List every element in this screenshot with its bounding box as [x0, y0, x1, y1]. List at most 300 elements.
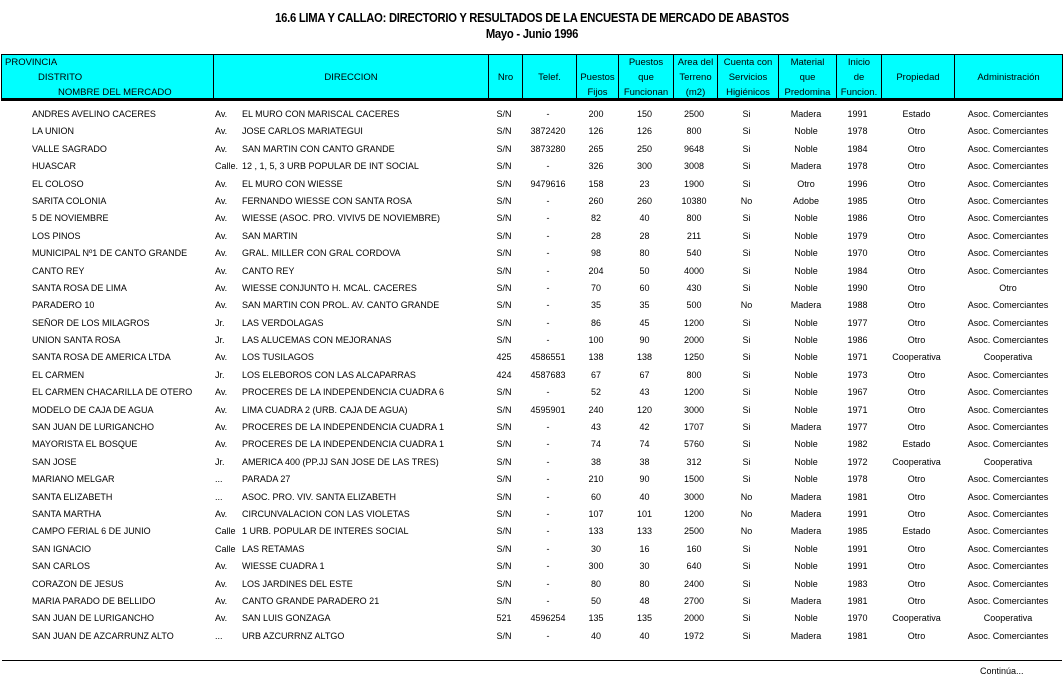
cell-market-name: EL CARMEN — [32, 369, 85, 380]
cell-land-area: 2000 — [683, 613, 705, 624]
cell-material: Noble — [794, 613, 818, 624]
cell-material: Noble — [794, 265, 818, 276]
cell-land-area: 312 — [686, 456, 702, 467]
cell-street-type: Av. — [215, 300, 228, 311]
cell-address: PROCERES DE LA INDEPENDENCIA CUADRA 6 — [242, 387, 445, 398]
cell-fixed-stalls: 158 — [588, 178, 604, 189]
cell-land-area: 1250 — [683, 352, 705, 363]
cell-start-year: 1985 — [847, 526, 868, 537]
cell-market-name: LOS PINOS — [32, 230, 81, 241]
cell-fixed-stalls: 35 — [590, 300, 601, 311]
cell-material: Madera — [790, 422, 822, 433]
cell-address: LIMA CUADRA 2 (URB. CAJA DE AGUA) — [242, 404, 408, 415]
cell-operating-stalls: 45 — [639, 317, 650, 328]
cell-administration: Asoc. Comerciantes — [967, 543, 1049, 554]
cell-phone: - — [546, 561, 550, 572]
table-row — [0, 158, 1064, 175]
header-funcionan-l2: que — [638, 72, 654, 83]
cell-hygiene-services: Si — [742, 456, 751, 467]
cell-ownership: Otro — [907, 561, 926, 572]
table-row — [0, 489, 1064, 506]
cell-phone: - — [546, 282, 550, 293]
cell-start-year: 1991 — [847, 561, 868, 572]
cell-street-type: Av. — [215, 404, 228, 415]
cell-ownership: Cooperativa — [892, 352, 941, 363]
table-row — [0, 297, 1064, 314]
cell-administration: Cooperativa — [983, 352, 1033, 363]
cell-fixed-stalls: 126 — [588, 126, 604, 137]
cell-fixed-stalls: 204 — [588, 265, 604, 276]
table-row — [0, 610, 1064, 627]
cell-administration: Asoc. Comerciantes — [967, 230, 1049, 241]
header-material-l2: que — [799, 72, 816, 83]
cell-start-year: 1985 — [847, 195, 868, 206]
cell-material: Noble — [794, 126, 818, 137]
cell-land-area: 1972 — [683, 630, 705, 641]
cell-ownership: Otro — [907, 578, 926, 589]
cell-land-area: 2700 — [683, 595, 705, 606]
table-row — [0, 332, 1064, 349]
cell-operating-stalls: 150 — [636, 109, 653, 119]
cell-administration: Asoc. Comerciantes — [967, 195, 1049, 206]
header-inicio-l2: de — [853, 72, 865, 83]
cell-address: JOSE CARLOS MARIATEGUI — [242, 126, 363, 137]
cell-fixed-stalls: 98 — [590, 248, 601, 259]
cell-market-name: MARIA PARADO DE BELLIDO — [32, 595, 156, 606]
cell-street-type: Av. — [215, 422, 228, 433]
cell-hygiene-services: Si — [742, 230, 751, 241]
cell-start-year: 1983 — [847, 578, 868, 589]
cell-operating-stalls: 48 — [639, 595, 650, 606]
table-row — [0, 576, 1064, 593]
cell-fixed-stalls: 240 — [588, 404, 604, 415]
table-row — [0, 402, 1064, 419]
table-row — [0, 349, 1064, 366]
cell-administration: Asoc. Comerciantes — [967, 300, 1049, 311]
cell-material: Madera — [790, 109, 822, 119]
cell-hygiene-services: Si — [742, 126, 751, 137]
cell-administration: Asoc. Comerciantes — [967, 491, 1049, 502]
cell-administration: Asoc. Comerciantes — [967, 595, 1049, 606]
cell-market-name: MODELO DE CAJA DE AGUA — [32, 404, 154, 415]
cell-number: S/N — [496, 561, 512, 572]
cell-operating-stalls: 38 — [639, 456, 650, 467]
cell-operating-stalls: 120 — [636, 404, 653, 415]
cell-administration: Asoc. Comerciantes — [967, 561, 1049, 572]
table-header — [1, 54, 1063, 101]
cell-operating-stalls: 260 — [636, 195, 653, 206]
cell-material: Noble — [794, 335, 818, 346]
cell-ownership: Otro — [907, 248, 926, 259]
cell-hygiene-services: Si — [742, 474, 751, 485]
cell-number: S/N — [496, 143, 512, 154]
cell-ownership: Estado — [902, 109, 931, 119]
cell-hygiene-services: Si — [742, 335, 751, 346]
header-servicios-l2: Servicios — [728, 72, 768, 83]
cell-street-type: Jr. — [215, 317, 225, 328]
cell-phone: 4596254 — [530, 613, 566, 624]
cell-fixed-stalls: 200 — [588, 109, 604, 119]
cell-market-name: SANTA ELIZABETH — [32, 491, 113, 502]
cell-material: Madera — [790, 491, 822, 502]
header-nro — [488, 55, 522, 98]
cell-number: S/N — [496, 439, 512, 450]
cell-start-year: 1978 — [847, 161, 868, 172]
cell-market-name: SANTA ROSA DE LIMA — [32, 282, 127, 293]
cell-hygiene-services: Si — [742, 143, 751, 154]
cell-ownership: Otro — [907, 161, 926, 172]
cell-number: S/N — [496, 630, 512, 641]
cell-land-area: 1500 — [683, 474, 705, 485]
cell-number: S/N — [496, 491, 512, 502]
cell-street-type: Jr. — [215, 456, 225, 467]
header-telef — [522, 55, 576, 98]
table-row — [0, 593, 1064, 610]
cell-ownership: Otro — [907, 300, 926, 311]
cell-operating-stalls: 23 — [639, 178, 650, 189]
table-row — [0, 106, 1064, 123]
cell-address: LOS TUSILAGOS — [242, 352, 314, 363]
cell-phone: - — [546, 300, 550, 311]
header-propiedad — [881, 55, 954, 98]
cell-ownership: Otro — [907, 369, 926, 380]
cell-operating-stalls: 43 — [639, 387, 650, 398]
header-administracion-label: Administración — [977, 72, 1040, 83]
table-row — [0, 210, 1064, 227]
cell-street-type: Av. — [215, 595, 228, 606]
cell-fixed-stalls: 43 — [590, 422, 601, 433]
cell-number: S/N — [496, 161, 512, 172]
cell-hygiene-services: No — [740, 195, 753, 206]
cell-street-type: Av. — [215, 248, 228, 259]
cell-land-area: 800 — [686, 369, 702, 380]
cell-material: Noble — [794, 404, 818, 415]
header-fijos-l2: Fijos — [587, 87, 608, 98]
cell-street-type: Av. — [215, 265, 228, 276]
cell-phone: - — [546, 474, 550, 485]
cell-street-type: ... — [215, 491, 223, 502]
cell-phone: - — [546, 578, 550, 589]
cell-start-year: 1988 — [847, 300, 868, 311]
cell-administration: Asoc. Comerciantes — [967, 248, 1049, 259]
cell-material: Noble — [794, 543, 818, 554]
cell-number: S/N — [496, 317, 512, 328]
cell-material: Noble — [794, 282, 818, 293]
header-material-l3: Predomina — [784, 87, 831, 98]
header-servicios-l1: Cuenta con — [723, 57, 773, 68]
cell-phone: - — [546, 387, 550, 398]
cell-operating-stalls: 40 — [639, 491, 650, 502]
cell-address: PROCERES DE LA INDEPENDENCIA CUADRA 1 — [242, 439, 445, 450]
cell-address: 1 URB. POPULAR DE INTERES SOCIAL — [242, 526, 409, 537]
cell-phone: 3872420 — [530, 126, 566, 137]
table-row — [0, 245, 1064, 262]
header-funcionan-l1: Puestos — [628, 57, 664, 68]
cell-start-year: 1986 — [847, 213, 868, 224]
cell-hygiene-services: Si — [742, 109, 751, 119]
cell-market-name: VALLE SAGRADO — [32, 143, 107, 154]
cell-hygiene-services: No — [740, 300, 753, 311]
cell-number: S/N — [496, 178, 512, 189]
cell-address: URB AZCURRNZ ALTGO — [242, 630, 345, 641]
cell-street-type: Av. — [215, 508, 228, 519]
cell-administration: Asoc. Comerciantes — [967, 143, 1049, 154]
cell-number: 424 — [496, 369, 512, 380]
cell-administration: Asoc. Comerciantes — [967, 404, 1049, 415]
cell-land-area: 211 — [686, 230, 702, 241]
cell-address: SAN MARTIN CON CANTO GRANDE — [242, 143, 395, 154]
cell-land-area: 9648 — [683, 143, 705, 154]
cell-start-year: 1972 — [847, 456, 868, 467]
cell-hygiene-services: Si — [742, 282, 751, 293]
cell-number: 425 — [496, 352, 512, 363]
page-title: 16.6 LIMA Y CALLAO: DIRECTORIO Y RESULTADOS DE LA ENCUESTA DE MERCADO DE ABASTOS — [275, 11, 789, 25]
cell-start-year: 1977 — [847, 422, 868, 433]
cell-street-type: Jr. — [215, 369, 225, 380]
cell-street-type: Av. — [215, 213, 228, 224]
cell-start-year: 1971 — [847, 404, 868, 415]
cell-address: LOS ELEBOROS CON LAS ALCAPARRAS — [242, 369, 416, 380]
cell-administration: Asoc. Comerciantes — [967, 422, 1049, 433]
cell-address: SAN LUIS GONZAGA — [242, 613, 331, 624]
header-distrito: DISTRITO — [38, 72, 83, 83]
cell-hygiene-services: Si — [742, 387, 751, 398]
cell-address: EL MURO CON MARISCAL CACERES — [242, 109, 400, 119]
cell-ownership: Cooperativa — [892, 456, 941, 467]
cell-market-name: SAN JUAN DE LURIGANCHO — [32, 422, 155, 433]
cell-operating-stalls: 80 — [639, 248, 650, 259]
cell-ownership: Otro — [907, 422, 926, 433]
cell-administration: Asoc. Comerciantes — [967, 578, 1049, 589]
cell-address: SAN MARTIN — [242, 230, 298, 241]
cell-ownership: Otro — [907, 143, 926, 154]
cell-land-area: 1200 — [683, 387, 705, 398]
header-funcionan-l3: Funcionan — [623, 87, 669, 98]
cell-street-type: Av. — [215, 613, 228, 624]
cell-land-area: 1707 — [683, 422, 705, 433]
cell-fixed-stalls: 30 — [590, 543, 601, 554]
cell-number: S/N — [496, 282, 512, 293]
header-inicio-l3: Funcion. — [840, 87, 878, 98]
cell-fixed-stalls: 52 — [590, 387, 601, 398]
cell-fixed-stalls: 135 — [588, 613, 604, 624]
cell-administration: Asoc. Comerciantes — [967, 213, 1049, 224]
cell-street-type: Jr. — [215, 335, 225, 346]
page-subtitle: Mayo - Junio 1996 — [485, 27, 579, 41]
cell-phone: - — [546, 195, 550, 206]
header-area — [673, 55, 717, 98]
cell-administration: Asoc. Comerciantes — [967, 508, 1049, 519]
cell-market-name: LA UNION — [32, 126, 75, 137]
cell-administration: Asoc. Comerciantes — [967, 109, 1049, 119]
cell-street-type: Calle — [215, 543, 236, 554]
cell-hygiene-services: No — [740, 508, 753, 519]
table-row — [0, 471, 1064, 488]
table-row — [0, 541, 1064, 558]
cell-administration: Cooperativa — [983, 613, 1033, 624]
cell-fixed-stalls: 138 — [588, 352, 604, 363]
cell-land-area: 3008 — [683, 161, 705, 172]
cell-material: Madera — [790, 300, 822, 311]
table-row — [0, 419, 1064, 436]
table-row — [0, 193, 1064, 210]
cell-number: S/N — [496, 248, 512, 259]
cell-fixed-stalls: 38 — [590, 456, 601, 467]
cell-fixed-stalls: 50 — [590, 595, 601, 606]
table-row — [0, 315, 1064, 332]
header-fijos-l1: Puestos — [580, 72, 615, 83]
cell-fixed-stalls: 80 — [590, 578, 601, 589]
cell-material: Noble — [794, 578, 818, 589]
cell-market-name: MARIANO MELGAR — [32, 474, 115, 485]
cell-market-name: SAN JOSE — [32, 456, 77, 467]
cell-land-area: 500 — [686, 300, 702, 311]
cell-material: Noble — [794, 561, 818, 572]
cell-number: S/N — [496, 595, 512, 606]
cell-hygiene-services: Si — [742, 317, 751, 328]
cell-ownership: Otro — [907, 543, 926, 554]
cell-fixed-stalls: 60 — [590, 491, 601, 502]
cell-market-name: PARADERO 10 — [32, 300, 95, 311]
cell-fixed-stalls: 40 — [590, 630, 601, 641]
cell-fixed-stalls: 260 — [588, 195, 604, 206]
cell-address: CANTO REY — [242, 265, 295, 276]
cell-number: S/N — [496, 300, 512, 311]
header-servicios-l3: Higiénicos — [726, 87, 770, 98]
cell-ownership: Estado — [902, 439, 931, 450]
cell-ownership: Otro — [907, 230, 926, 241]
cell-start-year: 1970 — [847, 248, 868, 259]
cell-ownership: Otro — [907, 595, 926, 606]
cell-market-name: 5 DE NOVIEMBRE — [32, 213, 109, 224]
cell-hygiene-services: Si — [742, 595, 751, 606]
cell-number: 521 — [496, 613, 512, 624]
cell-material: Otro — [797, 178, 815, 189]
cell-street-type: ... — [215, 474, 223, 485]
cell-number: S/N — [496, 474, 512, 485]
cell-street-type: Calle. — [215, 161, 239, 172]
cell-phone: - — [546, 230, 550, 241]
cell-operating-stalls: 90 — [639, 335, 650, 346]
cell-number: S/N — [496, 109, 512, 119]
cell-land-area: 800 — [686, 126, 702, 137]
cell-street-type: Av. — [215, 109, 228, 119]
cell-start-year: 1971 — [847, 352, 868, 363]
cell-operating-stalls: 40 — [639, 630, 650, 641]
footer-divider — [2, 660, 1062, 661]
cell-operating-stalls: 101 — [636, 508, 653, 519]
cell-start-year: 1981 — [847, 630, 868, 641]
cell-start-year: 1996 — [847, 178, 868, 189]
header-funcionan — [618, 55, 673, 98]
cell-start-year: 1982 — [847, 439, 868, 450]
cell-street-type: Av. — [215, 230, 228, 241]
cell-fixed-stalls: 28 — [590, 230, 601, 241]
cell-address: SAN MARTIN CON PROL. AV. CANTO GRANDE — [242, 300, 440, 311]
cell-address: EL MURO CON WIESSE — [242, 178, 343, 189]
header-provincia: PROVINCIA — [5, 57, 58, 68]
table-row — [0, 141, 1064, 158]
cell-hygiene-services: Si — [742, 404, 751, 415]
cell-material: Noble — [794, 456, 818, 467]
cell-market-name: MUNICIPAL Nº1 DE CANTO GRANDE — [32, 248, 188, 259]
cell-street-type: Av. — [215, 195, 228, 206]
cell-number: S/N — [496, 422, 512, 433]
cell-start-year: 1973 — [847, 369, 868, 380]
cell-street-type: Av. — [215, 561, 228, 572]
cell-address: 12 , 1, 5, 3 URB POPULAR DE INT SOCIAL — [242, 161, 419, 172]
cell-number: S/N — [496, 387, 512, 398]
cell-street-type: Calle — [215, 526, 236, 537]
table-row — [0, 384, 1064, 401]
cell-hygiene-services: Si — [742, 561, 751, 572]
cell-phone: - — [546, 526, 550, 537]
cell-number: S/N — [496, 335, 512, 346]
cell-start-year: 1984 — [847, 265, 868, 276]
table-row — [0, 506, 1064, 523]
cell-land-area: 540 — [686, 248, 702, 259]
cell-start-year: 1981 — [847, 595, 868, 606]
cell-address: CANTO GRANDE PARADERO 21 — [242, 595, 380, 606]
cell-land-area: 10380 — [681, 195, 707, 206]
header-nombre: NOMBRE DEL MERCADO — [58, 87, 172, 98]
cell-start-year: 1991 — [847, 543, 868, 554]
header-inicio — [836, 55, 881, 98]
cell-operating-stalls: 16 — [639, 543, 650, 554]
cell-number: S/N — [496, 456, 512, 467]
cell-number: S/N — [496, 195, 512, 206]
cell-number: S/N — [496, 578, 512, 589]
cell-phone: - — [546, 265, 550, 276]
cell-phone: - — [546, 543, 550, 554]
cell-phone: - — [546, 595, 550, 606]
cell-number: S/N — [496, 230, 512, 241]
table-row — [0, 454, 1064, 471]
cell-administration: Asoc. Comerciantes — [967, 474, 1049, 485]
table-row — [0, 176, 1064, 193]
table-row — [0, 123, 1064, 140]
cell-administration: Asoc. Comerciantes — [967, 369, 1049, 380]
cell-operating-stalls: 42 — [639, 422, 650, 433]
cell-fixed-stalls: 100 — [588, 335, 604, 346]
cell-ownership: Otro — [907, 387, 926, 398]
cell-hygiene-services: Si — [742, 369, 751, 380]
cell-material: Noble — [794, 352, 818, 363]
cell-administration: Asoc. Comerciantes — [967, 630, 1049, 641]
cell-address: LOS JARDINES DEL ESTE — [242, 578, 353, 589]
cell-hygiene-services: Si — [742, 265, 751, 276]
cell-operating-stalls: 90 — [639, 474, 650, 485]
cell-address: WIESSE CUADRA 1 — [242, 561, 325, 572]
cell-phone: - — [546, 335, 550, 346]
cell-administration: Asoc. Comerciantes — [967, 126, 1049, 137]
cell-hygiene-services: No — [740, 526, 753, 537]
cell-start-year: 1978 — [847, 126, 868, 137]
table-row — [0, 263, 1064, 280]
cell-operating-stalls: 74 — [639, 439, 650, 450]
cell-material: Noble — [794, 439, 818, 450]
cell-phone: 4587683 — [530, 369, 566, 380]
cell-land-area: 2000 — [683, 335, 705, 346]
cell-address: PARADA 27 — [242, 474, 291, 485]
cell-material: Adobe — [792, 195, 820, 206]
cell-street-type: Av. — [215, 387, 228, 398]
cell-start-year: 1981 — [847, 491, 868, 502]
cell-street-type: Av. — [215, 282, 228, 293]
cell-street-type: Av. — [215, 143, 228, 154]
table-body — [0, 106, 1064, 645]
cell-land-area: 2500 — [683, 526, 705, 537]
